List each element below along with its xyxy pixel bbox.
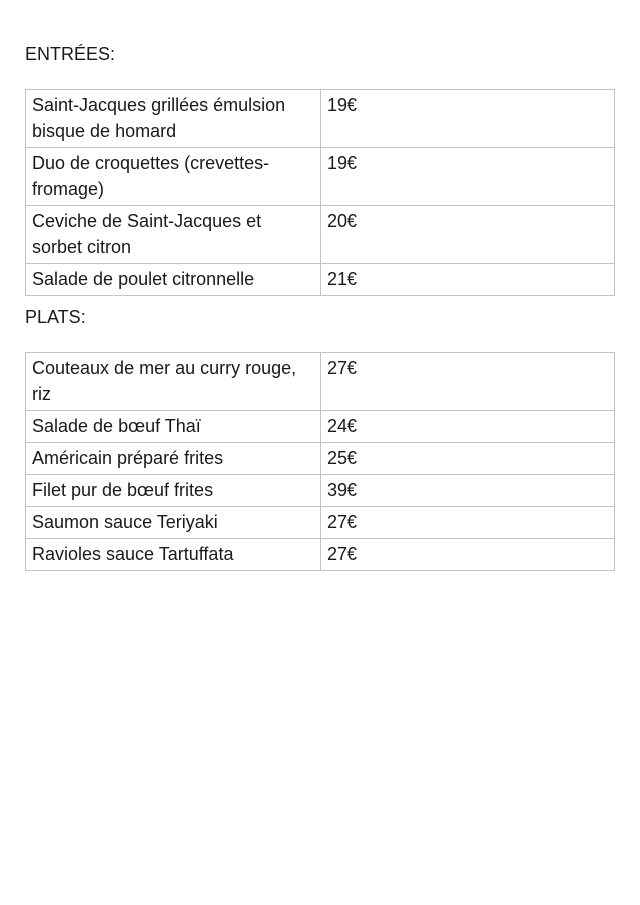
table-row [26, 539, 615, 571]
table-row [26, 507, 615, 539]
dish-name: Salade de poulet citronnelle [26, 264, 321, 296]
dish-price: 20€ [321, 206, 615, 264]
dish-price: 25€ [321, 443, 615, 475]
dish-name: Américain préparé frites [26, 443, 321, 475]
dish-price: 21€ [321, 264, 615, 296]
dish-name: Couteaux de mer au curry rouge, riz [26, 353, 321, 411]
table-row [26, 475, 615, 507]
menu-table-plats [25, 352, 615, 571]
dish-name: Salade de bœuf Thaï [26, 411, 321, 443]
dish-name: Filet pur de bœuf frites [26, 475, 321, 507]
dish-price: 39€ [321, 475, 615, 507]
dish-name: Ravioles sauce Tartuffata [26, 539, 321, 571]
dish-name: Ceviche de Saint-Jacques et sorbet citron [26, 206, 321, 264]
table-row [26, 411, 615, 443]
section-title-plats: PLATS: [25, 307, 86, 327]
table-row [26, 90, 615, 148]
table-row [26, 264, 615, 296]
dish-price: 19€ [321, 148, 615, 206]
table-row [26, 443, 615, 475]
dish-name: Saumon sauce Teriyaki [26, 507, 321, 539]
dish-name: Saint-Jacques grillées émulsion bisque de homard [26, 90, 321, 148]
table-row [26, 206, 615, 264]
dish-price: 27€ [321, 539, 615, 571]
table-row [26, 353, 615, 411]
table-row [26, 148, 615, 206]
dish-price: 27€ [321, 507, 615, 539]
dish-price: 19€ [321, 90, 615, 148]
menu-table-entrees [25, 89, 615, 296]
dish-price: 24€ [321, 411, 615, 443]
dish-price: 27€ [321, 353, 615, 411]
dish-name: Duo de croquettes (crevettes-fromage) [26, 148, 321, 206]
section-title-entrees: ENTRÉES: [25, 44, 116, 64]
